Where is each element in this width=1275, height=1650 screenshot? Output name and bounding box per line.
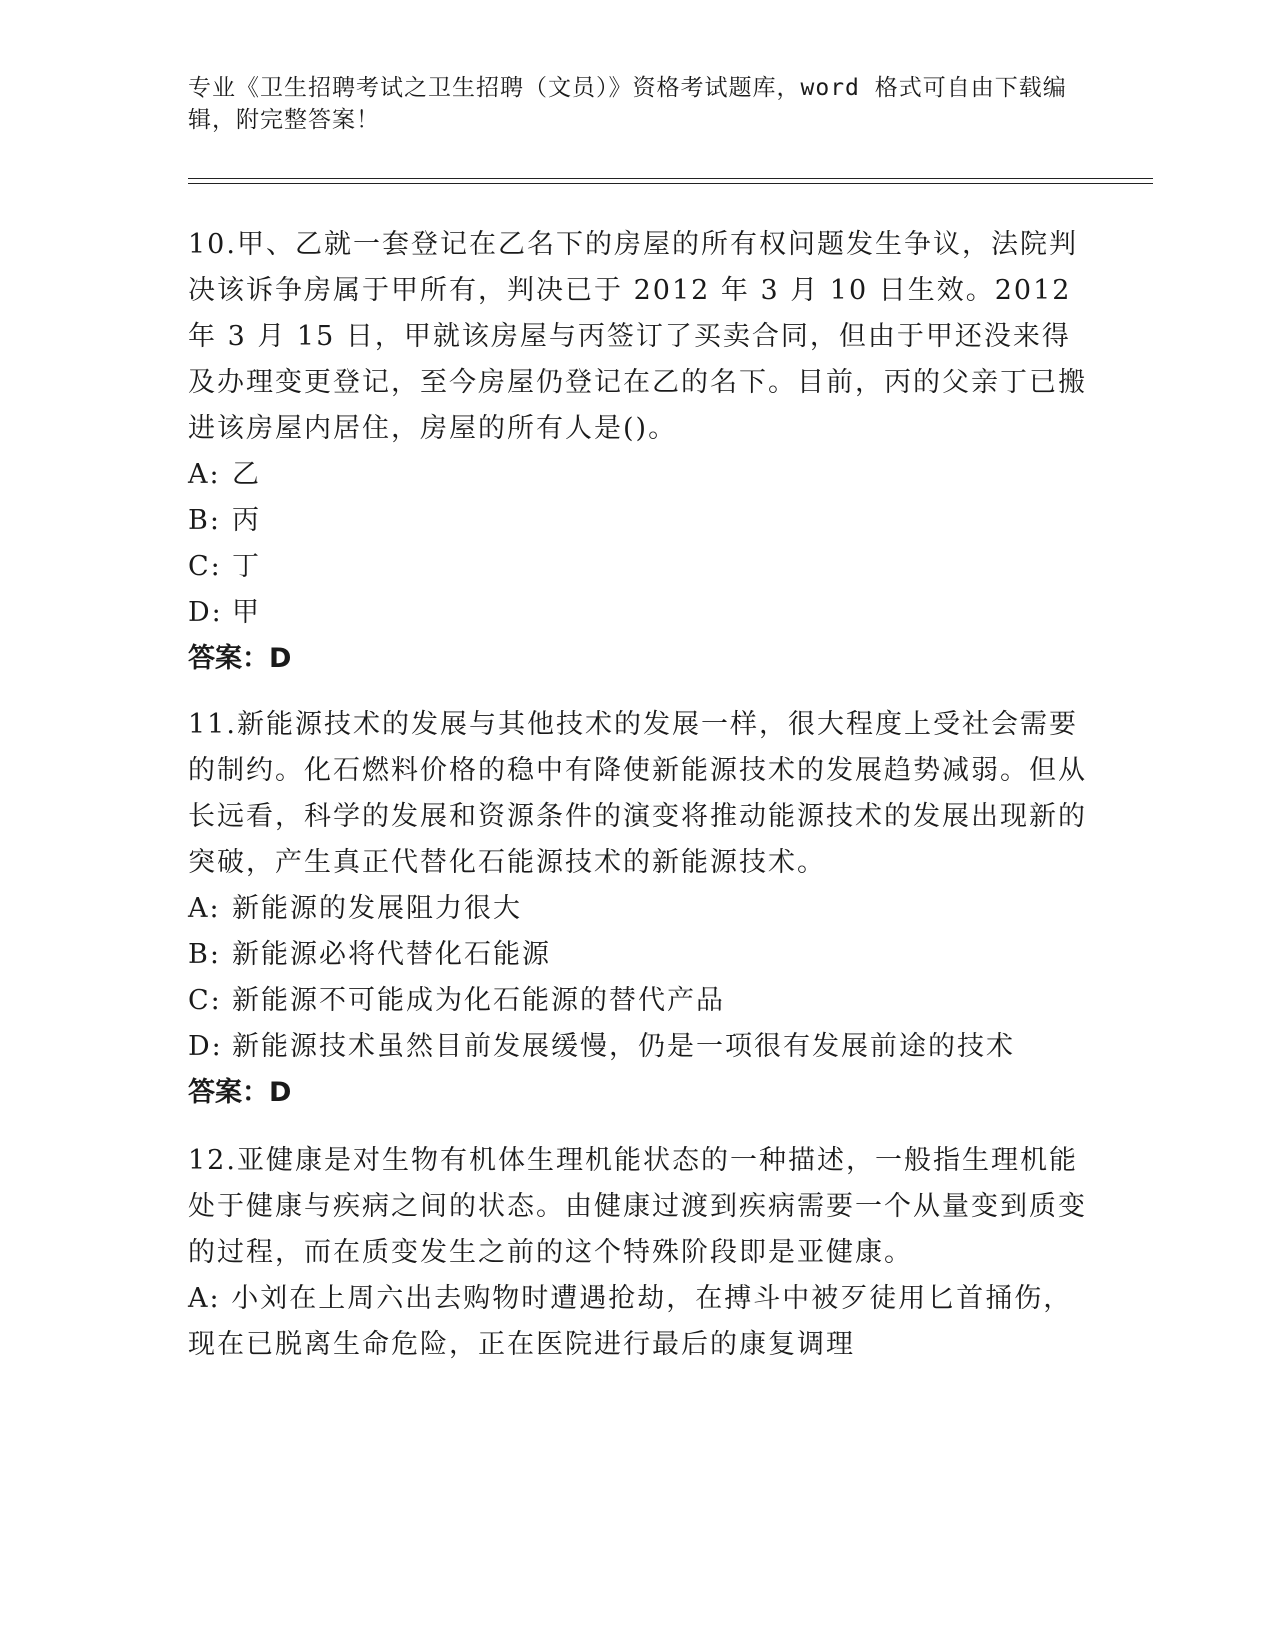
- question-12: [188, 1138, 1088, 1368]
- option-key: C:: [188, 551, 222, 582]
- option-key: B:: [188, 505, 221, 536]
- option-text: 甲: [232, 597, 261, 628]
- header-divider-top: [188, 178, 1153, 179]
- question-11: [188, 702, 1088, 1116]
- option-text: 丁: [232, 551, 261, 582]
- question-10: [188, 222, 1088, 682]
- option-text: 乙: [232, 459, 261, 490]
- option-key: D:: [188, 597, 223, 628]
- option-key: A:: [188, 459, 221, 490]
- option-key: B:: [188, 939, 221, 970]
- question-text: 10.甲、乙就一套登记在乙名下的房屋的所有权问题发生争议，法院判决该诉争房属于甲所有，判决已于 2012 年 3 月 10 日生效。2012 年 3 月 15 日，甲就该房屋与丙签订了买卖合同，但由于甲还没来得及办理变更登记，至今房屋仍登记在乙的名下。目前，丙的父亲丁已搬进该房屋内居住，房屋的所有人是()。: [188, 229, 1087, 444]
- option-a: [188, 452, 1088, 498]
- option-a: [188, 886, 1088, 932]
- option-c: [188, 544, 1088, 590]
- option-key: A:: [188, 893, 221, 924]
- option-b: [188, 498, 1088, 544]
- option-b: [188, 932, 1088, 978]
- option-d: [188, 590, 1088, 636]
- option-key: C:: [188, 985, 222, 1016]
- option-c: [188, 978, 1088, 1024]
- question-text: 11.新能源技术的发展与其他技术的发展一样，很大程度上受社会需要的制约。化石燃料价格的稳中有降使新能源技术的发展趋势减弱。但从长远看，科学的发展和资源条件的演变将推动能源技术的发展出现新的突破，产生真正代替化石能源技术的新能源技术。: [188, 709, 1087, 878]
- option-text: 新能源必将代替化石能源: [232, 939, 551, 970]
- option-text: 新能源技术虽然目前发展缓慢，仍是一项很有发展前途的技术: [232, 1031, 1015, 1062]
- option-text: 新能源不可能成为化石能源的替代产品: [232, 985, 725, 1016]
- option-text: 丙: [232, 505, 261, 536]
- answer-line: 答案：D: [188, 1077, 292, 1108]
- option-text: 新能源的发展阻力很大: [232, 893, 522, 924]
- option-key: D:: [188, 1031, 223, 1062]
- header-divider-bottom: [188, 183, 1153, 184]
- answer-line: 答案：D: [188, 643, 292, 674]
- question-text: 12.亚健康是对生物有机体生理机能状态的一种描述，一般指生理机能处于健康与疾病之间的状态。由健康过渡到疾病需要一个从量变到质变的过程，而在质变发生之前的这个特殊阶段即是亚健康。: [188, 1145, 1087, 1268]
- option-text: 小刘在上周六出去购物时遭遇抢劫，在搏斗中被歹徒用匕首捅伤，现在已脱离生命危险，正在医院进行最后的康复调理: [188, 1283, 1073, 1360]
- document-header: 专业《卫生招聘考试之卫生招聘（文员）》资格考试题库，word 格式可自由下载编辑，附完整答案！: [188, 75, 1067, 133]
- option-d: [188, 1024, 1088, 1070]
- option-a: [188, 1276, 1088, 1368]
- option-key: A:: [188, 1283, 221, 1314]
